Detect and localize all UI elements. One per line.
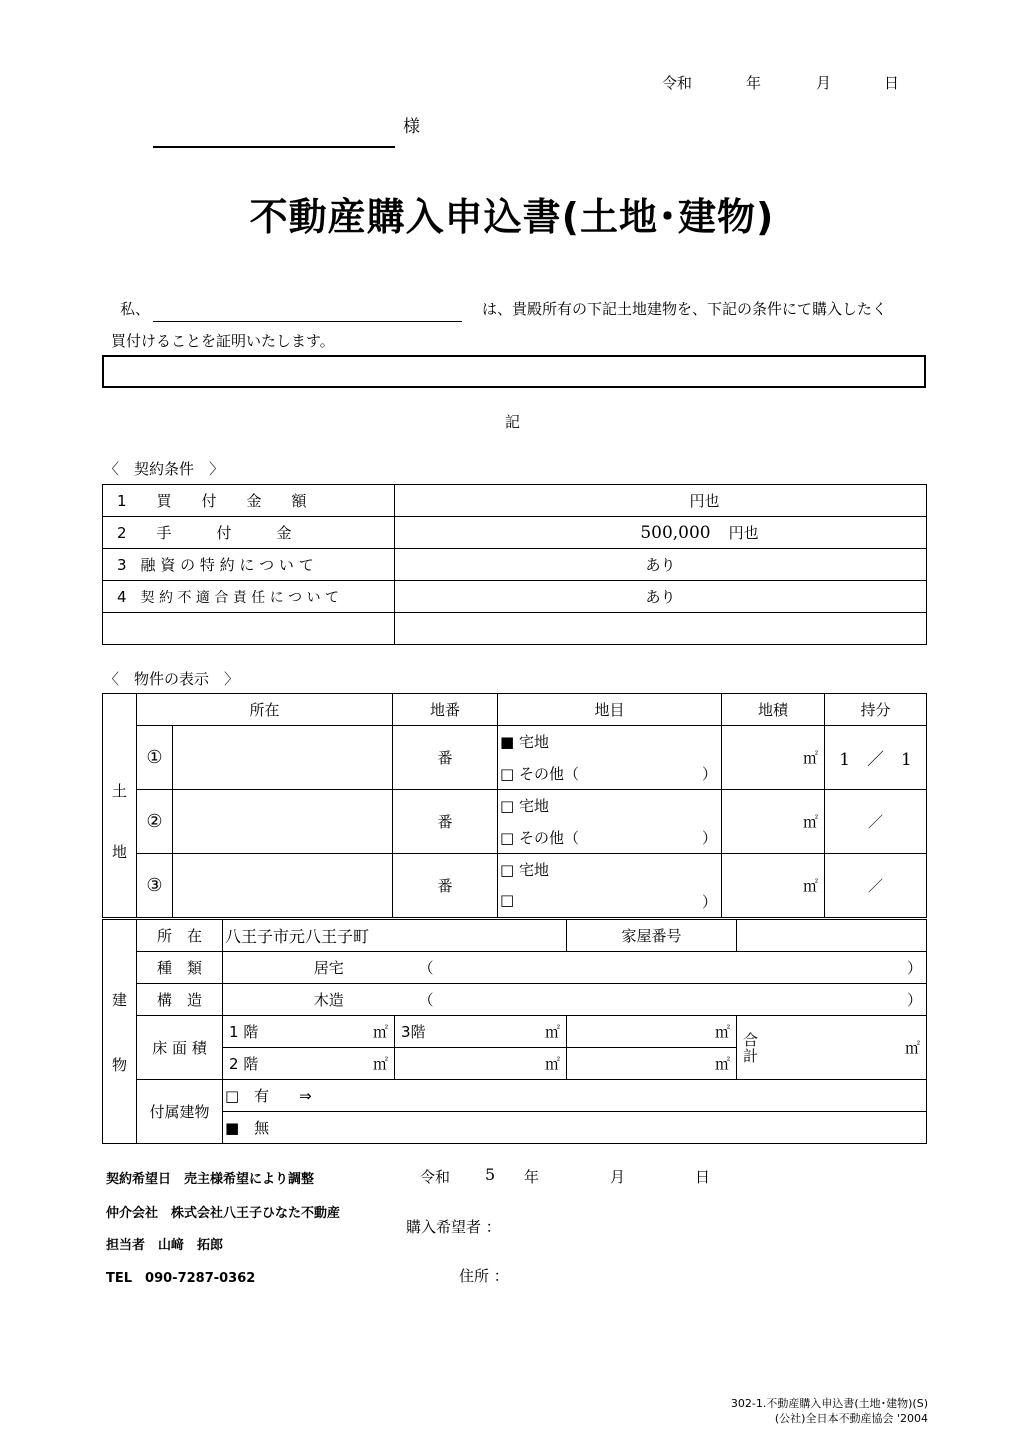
notes-box[interactable] [102, 355, 926, 388]
contract-row [103, 613, 927, 645]
floor1-input[interactable]: 1 階 ㎡ [223, 1016, 395, 1048]
purchase-amount-cell[interactable] [395, 485, 927, 517]
land-share[interactable]: 1 ／ 1 [825, 726, 927, 790]
building-row [103, 1080, 927, 1112]
intro-line1: は、貴殿所有の下記土地建物を、下記の条件にて購入したく [482, 300, 888, 318]
building-row [103, 1112, 927, 1144]
contract-label: 契 約 不 適 合 責 任 に つ い て [140, 589, 340, 606]
land-row [103, 726, 927, 758]
addressee-line[interactable] [153, 146, 395, 148]
building-row [103, 920, 927, 952]
contract-label: 買 付 金 額 [156, 492, 307, 510]
building-location-input[interactable]: 八王子市元八王子町 [223, 920, 567, 952]
building-location-label: 所 在 [137, 920, 223, 952]
annex-no-option[interactable]: ■ 無 [223, 1112, 927, 1144]
contract-unit: 円也 [689, 492, 720, 510]
agent-label: 担当者 山﨑 拓郎 [106, 1238, 224, 1253]
category-other-option[interactable]: □ ） [498, 886, 722, 918]
header-area: 地積 [722, 694, 825, 726]
building-structure-input[interactable]: 木造 [223, 984, 395, 1016]
contract-num: 3 [117, 556, 127, 574]
land-ban: 番 [393, 790, 498, 854]
land-area-input[interactable]: ㎡ [722, 726, 825, 790]
floor2-input[interactable]: 2 階 ㎡ [223, 1048, 395, 1080]
building-structure-label: 構 造 [137, 984, 223, 1016]
contract-num: 2 [117, 524, 127, 542]
contract-row [103, 581, 927, 613]
building-label: 建 物 [103, 920, 137, 1144]
intro-watashi: 私、 [120, 300, 151, 318]
floor4-input[interactable]: ㎡ [395, 1048, 567, 1080]
land-row [103, 854, 927, 886]
contract-label: 融 資 の 特 約 に つ い て [140, 556, 314, 574]
ki-label: 記 [505, 413, 521, 431]
date-year: 年 [746, 74, 762, 92]
building-type-label: 種 類 [137, 952, 223, 984]
house-number-label: 家屋番号 [567, 920, 737, 952]
category-other-option[interactable]: □ その他（ ） [498, 758, 722, 790]
contract-unit: 円也 [728, 524, 759, 542]
contract-row [103, 485, 927, 517]
building-type-note[interactable]: （ ） [395, 952, 927, 984]
contract-date-label: 契約希望日 売主様希望により調整 [106, 1172, 315, 1187]
buyer-label: 購入希望者 ： [406, 1218, 501, 1236]
header-share: 持分 [825, 694, 927, 726]
contract-table [102, 484, 927, 645]
land-num: ③ [137, 854, 173, 918]
building-row [103, 984, 927, 1016]
contract-value: あり [645, 588, 676, 606]
land-area-input[interactable]: ㎡ [722, 854, 825, 918]
land-label: 土 地 [103, 726, 137, 918]
header-category: 地目 [498, 694, 722, 726]
date-month: 月 [816, 74, 832, 92]
form-code: 302-1.不動産購入申込書(土地･建物)(S) [730, 1397, 928, 1410]
contract-row [103, 517, 927, 549]
copyright: (公社)全日本不動産協会 '2004 [774, 1412, 928, 1425]
nonconformity-cell[interactable] [395, 581, 927, 613]
deposit-cell[interactable] [395, 517, 927, 549]
intro-line2: 買付けることを証明いたします。 [111, 332, 335, 350]
contract-value: あり [645, 556, 676, 574]
property-heading: 〈 物件の表示 〉 [104, 670, 240, 688]
footer-year-num[interactable]: 5 [485, 1165, 496, 1184]
building-structure-note[interactable]: （ ） [395, 984, 927, 1016]
buyer-name-line[interactable] [153, 321, 462, 322]
category-residential-option[interactable]: ■ 宅地 [498, 726, 722, 758]
tel-label: TEL 090-7287-0362 [106, 1271, 256, 1286]
total-area-input[interactable]: 合 計 ㎡ [737, 1016, 927, 1080]
annex-label: 付属建物 [137, 1080, 223, 1144]
building-row [103, 952, 927, 984]
footer-reiwa: 令和 [420, 1168, 451, 1186]
empty-cell[interactable] [103, 613, 395, 645]
building-row [103, 1016, 927, 1048]
annex-yes-option[interactable]: □ 有 ⇒ [223, 1080, 927, 1112]
footer-month: 月 [610, 1168, 626, 1186]
land-num: ② [137, 790, 173, 854]
page-title: 不動産購入申込書(土地･建物) [249, 195, 775, 239]
building-table [102, 919, 927, 1144]
footer-day: 日 [695, 1168, 711, 1186]
land-row [103, 790, 927, 822]
header-location: 所在 [137, 694, 393, 726]
category-residential-option[interactable]: □ 宅地 [498, 790, 722, 822]
contract-value: 500,000 [640, 523, 711, 543]
land-ban: 番 [393, 854, 498, 918]
floor-area-label: 床 面 積 [137, 1016, 223, 1080]
contract-num: 4 [117, 587, 127, 606]
address-label: 住所 ： [459, 1267, 509, 1285]
contract-row [103, 549, 927, 581]
header-lot: 地番 [393, 694, 498, 726]
land-header-row [103, 694, 927, 726]
category-other-option[interactable]: □ その他（ ） [498, 822, 722, 854]
land-table [102, 693, 927, 918]
date-reiwa: 令和 [662, 74, 693, 92]
land-share[interactable]: ／ [825, 854, 927, 918]
contract-heading: 〈 契約条件 〉 [104, 460, 225, 478]
sama-label: 様 [403, 117, 420, 137]
loan-clause-cell[interactable] [395, 549, 927, 581]
land-num: ① [137, 726, 173, 790]
floor3-input[interactable]: 3階 ㎡ [395, 1016, 567, 1048]
building-type-input[interactable]: 居宅 [223, 952, 395, 984]
floor-extra-input[interactable]: ㎡ [567, 1016, 737, 1048]
land-location-input[interactable] [173, 854, 393, 918]
land-ban: 番 [393, 726, 498, 790]
contract-num: 1 [117, 492, 127, 510]
land-location-input[interactable] [173, 790, 393, 854]
floor-extra2-input[interactable]: ㎡ [567, 1048, 737, 1080]
land-share[interactable]: ／ [825, 790, 927, 854]
land-area-input[interactable]: ㎡ [722, 790, 825, 854]
land-location-input[interactable] [173, 726, 393, 790]
contract-label: 手 付 金 [156, 524, 292, 542]
category-residential-option[interactable]: □ 宅地 [498, 854, 722, 886]
footer-year: 年 [524, 1168, 540, 1186]
house-number-input[interactable] [737, 920, 927, 952]
date-day: 日 [884, 74, 900, 92]
empty-cell[interactable] [395, 613, 927, 645]
broker-label: 仲介会社 株式会社八王子ひなた不動産 [106, 1206, 341, 1221]
